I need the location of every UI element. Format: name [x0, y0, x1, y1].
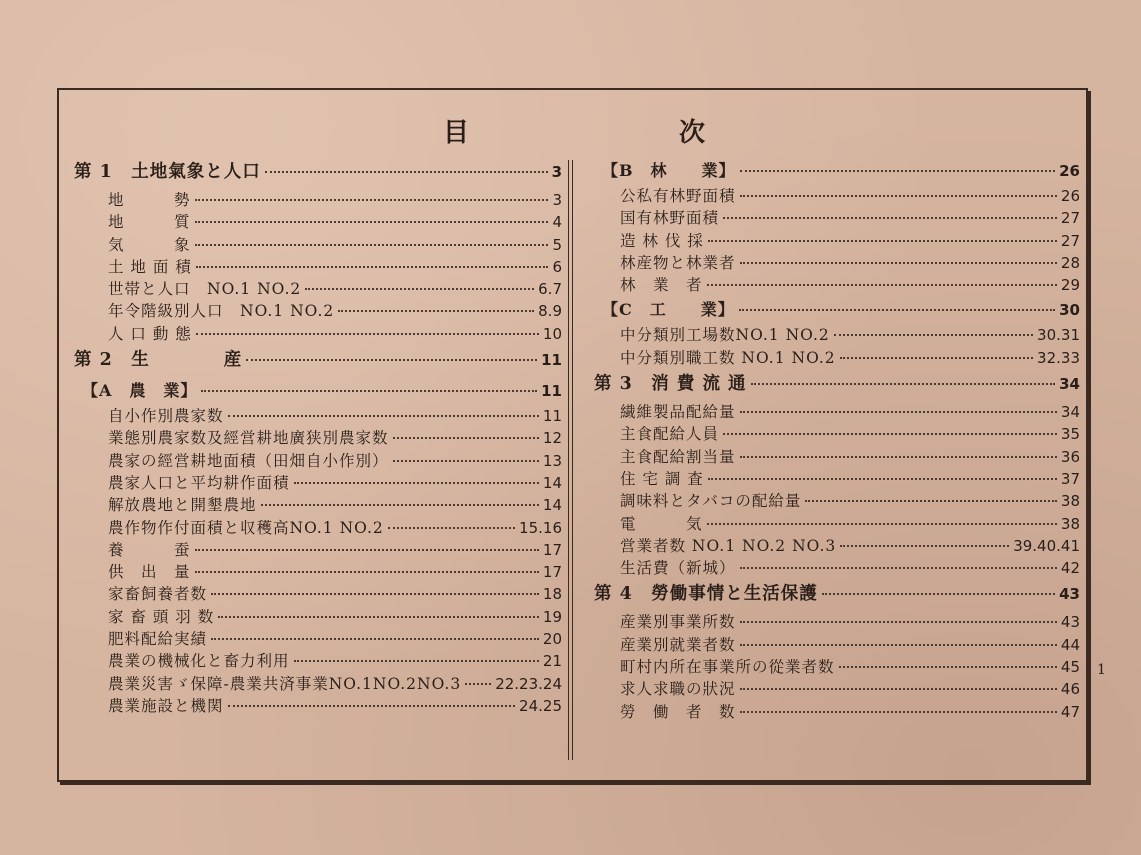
toc-entry-label: 家 畜 頭 羽 数 — [108, 607, 215, 626]
toc-entry — [594, 273, 1080, 295]
toc-right-column — [594, 156, 1080, 722]
toc-entry — [74, 605, 562, 627]
toc-entry — [594, 467, 1080, 489]
toc-entry — [74, 376, 562, 404]
toc-entry-page: 46 — [1060, 680, 1080, 699]
toc-entry-label: 電 気 — [620, 514, 703, 533]
toc-entry — [594, 368, 1080, 400]
leader-dots — [211, 593, 539, 595]
toc-entry-label: 業態別農家数及經営耕地廣狭別農家数 — [108, 429, 389, 448]
leader-dots — [465, 683, 491, 685]
toc-entry-label: 家畜飼養者数 — [108, 585, 208, 604]
leader-dots — [195, 221, 549, 223]
toc-entry-page: 17 — [542, 540, 562, 559]
toc-entry-label: 生活費（新城） — [620, 559, 736, 578]
leader-dots — [740, 644, 1057, 646]
toc-entry-label: 第 1 土地氣象と人口 — [74, 162, 261, 182]
toc-entry — [74, 426, 562, 448]
toc-entry-page: 15.16 — [519, 518, 562, 537]
leader-dots — [388, 527, 515, 529]
toc-entry-page: 35 — [1060, 425, 1080, 444]
leader-dots — [723, 433, 1057, 435]
toc-entry-label: 養 蚕 — [108, 540, 191, 559]
leader-dots — [740, 411, 1057, 413]
leader-dots — [740, 711, 1057, 713]
toc-entry-label: 地 勢 — [108, 191, 191, 209]
toc-entry — [594, 229, 1080, 251]
toc-entry — [74, 471, 562, 493]
leader-dots — [723, 217, 1057, 219]
toc-entry-page: 30.31 — [1037, 326, 1080, 345]
toc-entry — [74, 404, 562, 426]
toc-entry-label: 【C 工 業】 — [602, 300, 735, 320]
toc-entry-label: 年令階級別人口 NO.1 NO.2 — [108, 302, 335, 321]
leader-dots — [822, 593, 1055, 595]
toc-entry-page: 24.25 — [519, 696, 562, 715]
leader-dots — [805, 500, 1057, 502]
toc-entry-label: 造 林 伐 採 — [620, 231, 704, 250]
toc-entry — [74, 560, 562, 582]
toc-entry-page: 45 — [1060, 658, 1080, 677]
toc-entry-page: 26 — [1059, 162, 1080, 180]
page-margin-number: 1 — [1097, 662, 1106, 678]
toc-entry — [74, 233, 562, 255]
toc-entry-label: 気 象 — [108, 235, 191, 254]
toc-entry-page: 30 — [1059, 301, 1080, 320]
toc-entry-page: 38 — [1060, 492, 1080, 511]
toc-entry-page: 12 — [542, 429, 562, 448]
toc-entry — [74, 299, 562, 321]
toc-entry-label: 公私有林野面積 — [620, 187, 736, 205]
toc-entry-label: 【B 林 業】 — [602, 161, 736, 180]
toc-left-column — [74, 156, 562, 716]
toc-entry-label: 産業別事業所数 — [620, 613, 736, 632]
toc-entry-label: 土 地 面 積 — [108, 257, 192, 276]
toc-entry — [594, 610, 1080, 632]
toc-entry-label: 農業災害ゞ保障-農業共済事業NO.1NO.2NO.3 — [108, 674, 462, 693]
toc-entry-label: 国有林野面積 — [620, 209, 720, 228]
toc-entry-page: 43 — [1059, 585, 1080, 604]
toc-entry-label: 勞 働 者 数 — [620, 702, 736, 721]
leader-dots — [228, 415, 539, 417]
toc-entry — [594, 346, 1080, 368]
toc-entry — [594, 677, 1080, 699]
toc-entry-label: 中分類別工場数NO.1 NO.2 — [620, 326, 830, 345]
title-char-right: 次 — [679, 118, 708, 148]
toc-entry — [594, 489, 1080, 511]
toc-entry-page: 21 — [542, 652, 562, 671]
toc-entry — [74, 255, 562, 277]
toc-entry — [594, 445, 1080, 467]
toc-entry-page: 6 — [552, 257, 562, 276]
leader-dots — [840, 357, 1033, 359]
toc-entry — [594, 512, 1080, 534]
toc-entry — [74, 210, 562, 232]
leader-dots — [393, 437, 539, 439]
toc-entry-label: 林産物と林業者 — [620, 253, 736, 272]
toc-entry-label: 第 4 勞働事情と生活保護 — [594, 584, 818, 605]
toc-entry-page: 37 — [1060, 469, 1080, 488]
toc-entry-page: 5 — [552, 235, 562, 254]
toc-entry-page: 39.40.41 — [1013, 536, 1080, 555]
toc-entry-page: 27 — [1060, 231, 1080, 250]
toc-entry-page: 11 — [542, 407, 562, 426]
toc-entry-label: 求人求職の狀況 — [620, 680, 736, 699]
toc-entry-label: 農家の經営耕地面積（田畑自小作別） — [108, 451, 389, 470]
leader-dots — [840, 545, 1009, 547]
toc-entry — [594, 295, 1080, 323]
title-char-left: 目 — [443, 118, 472, 148]
toc-entry-page: 11 — [541, 351, 562, 370]
toc-entry — [594, 323, 1080, 345]
toc-entry-label: 林 業 者 — [620, 276, 703, 295]
leader-dots — [246, 359, 537, 361]
toc-entry-label: 主食配給割当量 — [620, 447, 736, 466]
toc-entry-page: 14 — [542, 473, 562, 492]
leader-dots — [228, 705, 516, 707]
toc-entry-page: 3 — [552, 191, 562, 209]
leader-dots — [740, 170, 1056, 172]
toc-entry-page: 29 — [1060, 276, 1080, 295]
leader-dots — [740, 688, 1057, 690]
leader-dots — [708, 240, 1057, 242]
toc-entry-page: 20 — [542, 630, 562, 649]
toc-entry — [74, 649, 562, 671]
page-title — [0, 112, 1141, 148]
leader-dots — [707, 284, 1057, 286]
toc-entry-label: 繊維製品配給量 — [620, 403, 736, 422]
toc-entry-label: 農家人口と平均耕作面積 — [108, 473, 290, 492]
leader-dots — [196, 333, 539, 335]
toc-entry-label: 供 出 量 — [108, 563, 191, 582]
toc-entry — [74, 694, 562, 716]
leader-dots — [740, 195, 1057, 197]
toc-entry-label: 営業者数 NO.1 NO.2 NO.3 — [620, 536, 837, 555]
toc-entry — [594, 578, 1080, 610]
leader-dots — [201, 390, 537, 392]
leader-dots — [195, 244, 549, 246]
toc-entry-page: 22.23.24 — [495, 674, 562, 693]
toc-entry — [74, 188, 562, 210]
toc-entry-page: 38 — [1060, 514, 1080, 533]
leader-dots — [739, 309, 1055, 311]
toc-entry-label: 世帯と人口 NO.1 NO.2 — [108, 280, 302, 299]
toc-entry — [74, 538, 562, 560]
toc-entry-label: 第 2 生 産 — [74, 350, 243, 371]
toc-entry-page: 8.9 — [538, 302, 562, 321]
toc-entry-page: 28 — [1060, 253, 1080, 272]
toc-entry-page: 17 — [542, 563, 562, 582]
toc-entry-label: 主食配給人員 — [620, 425, 720, 444]
leader-dots — [740, 456, 1057, 458]
toc-entry-page: 26 — [1060, 187, 1080, 205]
toc-entry — [74, 449, 562, 471]
toc-entry-label: 自小作別農家数 — [108, 407, 224, 426]
leader-dots — [740, 621, 1057, 623]
toc-entry — [74, 582, 562, 604]
leader-dots — [265, 171, 548, 173]
leader-dots — [834, 334, 1033, 336]
toc-entry — [594, 206, 1080, 228]
toc-entry-label: 調味料とタバコの配給量 — [620, 492, 802, 511]
toc-entry-label: 農業施設と機関 — [108, 696, 224, 715]
toc-entry — [594, 534, 1080, 556]
toc-entry-page: 4 — [552, 213, 562, 232]
toc-entry-label: 人 口 動 態 — [108, 324, 192, 343]
toc-entry-page: 44 — [1060, 635, 1080, 654]
toc-entry-label: 町村内所在事業所の從業者数 — [620, 658, 835, 677]
toc-entry — [74, 627, 562, 649]
leader-dots — [195, 549, 539, 551]
toc-entry — [594, 633, 1080, 655]
toc-entry-page: 34 — [1059, 375, 1080, 394]
toc-entry — [594, 655, 1080, 677]
toc-entry-label: 肥料配給実績 — [108, 630, 208, 649]
leader-dots — [338, 310, 534, 312]
toc-entry-page: 27 — [1060, 209, 1080, 228]
toc-entry — [74, 516, 562, 538]
toc-entry-page: 11 — [541, 382, 562, 401]
column-divider — [568, 160, 573, 760]
toc-entry-page: 32.33 — [1037, 348, 1080, 367]
leader-dots — [261, 504, 539, 506]
leader-dots — [751, 383, 1056, 385]
toc-entry-label: 第 3 消 費 流 通 — [594, 374, 747, 395]
toc-entry-page: 18 — [542, 585, 562, 604]
toc-entry — [74, 277, 562, 299]
leader-dots — [305, 288, 534, 290]
toc-entry — [594, 700, 1080, 722]
toc-entry-label: 産業別就業者数 — [620, 635, 736, 654]
leader-dots — [196, 266, 549, 268]
leader-dots — [740, 262, 1057, 264]
leader-dots — [839, 666, 1057, 668]
toc-entry — [594, 556, 1080, 578]
toc-entry-label: 解放農地と開墾農地 — [108, 496, 257, 515]
toc-entry-page: 6.7 — [538, 280, 562, 299]
toc-entry-page: 42 — [1060, 559, 1080, 578]
leader-dots — [294, 482, 539, 484]
leader-dots — [294, 660, 539, 662]
toc-entry-label: 住 宅 調 査 — [620, 469, 704, 488]
leader-dots — [708, 478, 1057, 480]
toc-entry-page: 47 — [1060, 702, 1080, 721]
toc-entry-label: 地 質 — [108, 213, 191, 232]
toc-entry-label: 農作物作付面積と収穫高NO.1 NO.2 — [108, 518, 384, 537]
toc-entry-page: 43 — [1060, 613, 1080, 632]
toc-entry-label: 中分類別職工数 NO.1 NO.2 — [620, 348, 836, 367]
leader-dots — [707, 523, 1057, 525]
toc-entry — [74, 493, 562, 515]
leader-dots — [195, 199, 549, 201]
toc-entry-page: 14 — [542, 496, 562, 515]
leader-dots — [211, 638, 539, 640]
toc-entry-page: 3 — [551, 163, 562, 181]
toc-entry — [594, 184, 1080, 206]
toc-entry-page: 13 — [542, 451, 562, 470]
leader-dots — [740, 567, 1057, 569]
toc-entry — [74, 672, 562, 694]
leader-dots — [218, 616, 539, 618]
toc-entry-page: 36 — [1060, 447, 1080, 466]
leader-dots — [195, 571, 539, 573]
toc-entry-label: 【A 農 業】 — [82, 381, 198, 401]
toc-entry-page: 19 — [542, 607, 562, 626]
toc-entry — [594, 400, 1080, 422]
toc-entry — [594, 251, 1080, 273]
toc-entry — [594, 156, 1080, 184]
toc-entry — [74, 322, 562, 344]
toc-entry-page: 10 — [542, 324, 562, 343]
toc-entry-label: 農業の機械化と畜力利用 — [108, 652, 290, 671]
leader-dots — [393, 460, 539, 462]
toc-entry — [594, 422, 1080, 444]
toc-entry-page: 34 — [1060, 403, 1080, 422]
toc-entry — [74, 344, 562, 376]
toc-entry — [74, 156, 562, 188]
